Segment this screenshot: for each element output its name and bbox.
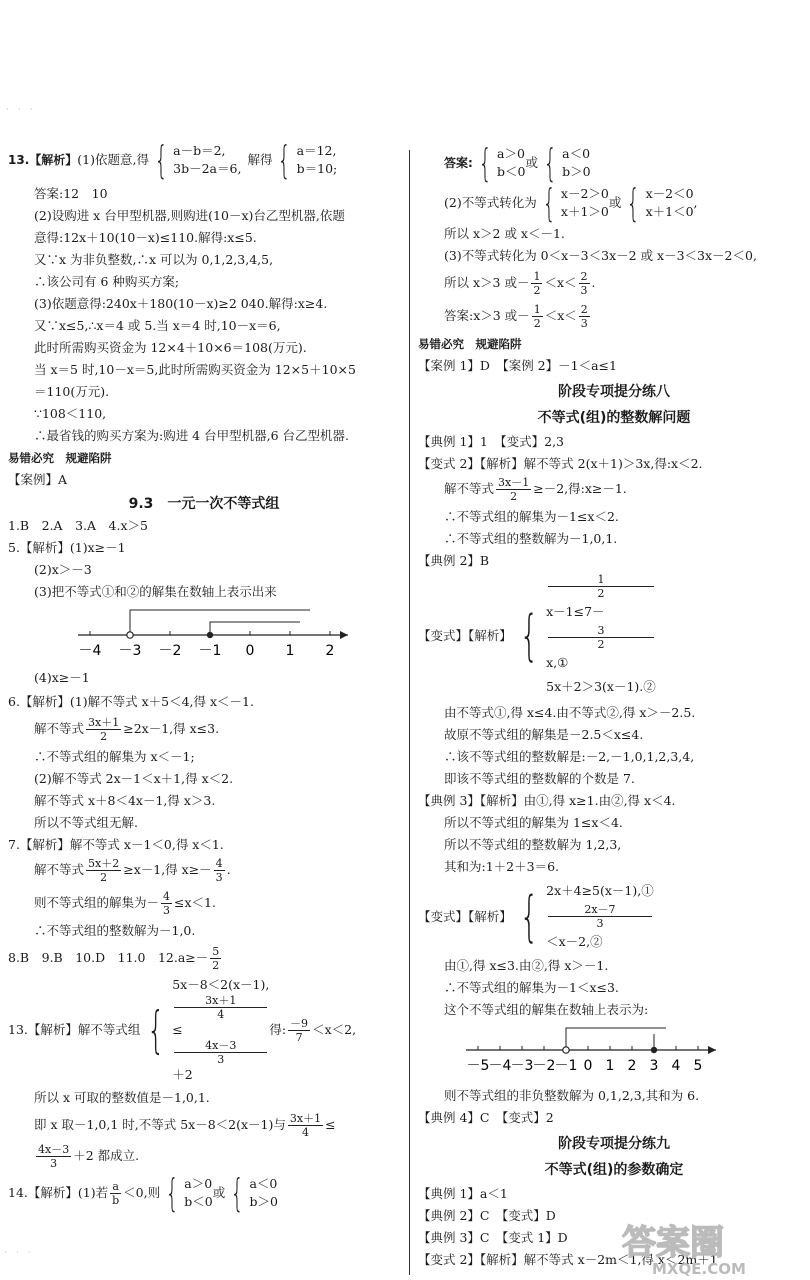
tick-label: －3 bbox=[118, 643, 142, 659]
section-title-9: 阶段专项提分练九 bbox=[558, 1136, 670, 1152]
pitfall-heading: 易错必究 规避陷阱 bbox=[418, 337, 522, 351]
section-title-8: 阶段专项提分练八 bbox=[558, 384, 670, 400]
axis-arrow bbox=[340, 631, 348, 639]
closed-point bbox=[207, 632, 213, 638]
tick-label: －3 bbox=[510, 1058, 534, 1074]
tick-label: 0 bbox=[583, 1058, 593, 1074]
number-line-q5 bbox=[70, 602, 370, 664]
tick-label: 2 bbox=[325, 643, 335, 659]
tick-label: 2 bbox=[627, 1058, 637, 1074]
tick-label: 5 bbox=[693, 1058, 703, 1074]
solution-ray-closed bbox=[210, 622, 300, 632]
number-line-variant bbox=[466, 1022, 766, 1078]
tick-label: －5 bbox=[466, 1058, 490, 1074]
section-title-9-3: 9.3 一元一次不等式组 bbox=[128, 496, 280, 512]
tick-label: 0 bbox=[245, 643, 255, 659]
tick-label: 1 bbox=[285, 643, 295, 659]
section-subtitle-8: 不等式(组)的整数解问题 bbox=[537, 410, 691, 426]
right-column: 答案: { a＞0 b＜0 或 { a＜0 b＞0 (2)不等式转化为 { x－2＞0 x＋1＞0 或 { x－2＜0 x＋1＜0 , 所以 x＞2 或 x＜－1. (3)不等式转化为 0＜x－3＜3x－2 或 x－3＜3x－2＜0, 所以 x＞3 或－ $\frac{1}{2}$ ＜x＜ $\frac{2}{3}$ . 答案:x＞3 或－ $\frac{1}{2}$ ＜x＜ $\frac{2}{3}$ 易错必究 规避陷阱 【案例 1】D 【案例 2】－1＜a≤1 阶段专项提分练八 不等式(组)的整数解问题 【典例 1】1 【变式】2,3 【变式 2】【解析】解不等式 2(x＋1)＞3x,得:x＜2. 解不等式 $\frac{3x-1}{2}$ ≥－2,得:x≥－1. ∴不等式组的解集为－1≤x＜2. ∴不等式组的整数解为－1,0,1. 【典例 2】B 【变式】【解析】 { 1 2 x－1≤7－ 3 2 x,① 5x＋2＞3(x－1).② 由不等式①,得 x≤4.由不等式②,得 x＞－2.5. 故原不等式组的解集是－2.5＜x≤4. ∴该不等式组的整数解是:－2,－1,0,1,2,3,4, 即该不等式组的整数解的个数是 7. 【典例 3】【解析】由①,得 x≥1.由②,得 x＜4. 所以不等式组的解集为 1≤x＜4. 所以不等式组的整数解为 1,2,3, 其和为:1＋2＋3＝6. 【变式】【解析】 { 2x＋4≥5(x－1),① 2x－7 3 ＜x－2,② 由①,得 x≤3.由②,得 x＞－1. ∴不等式组的解集为－1＜x≤3. 这个不等式组的解集在数轴上表示为: －5 －4 －3 －2 －1 0 1 2 3 4 5 则不等式组的非负整数解为 0,1,2,3,其和为 6. 【典例 4】C 【变式】2 阶段专项提分练九 不等式(组)的参数确定 【典例 1】a＜1 【典例 2】C 【变式】D 【典例 3】C 【变式 1】D 【变式 2】【解析】解不等式 x－2m＜1,得 x＜2m＋1 bbox=[418, 144, 810, 1268]
q13-line1: 13.【解析】 (1)依题意,得 { a－b＝2, 3b－2a＝6, 解得 { a＝12, b＝10; bbox=[8, 138, 338, 182]
solution-ray-open bbox=[130, 610, 310, 632]
watermark-logo bbox=[618, 1216, 788, 1278]
tick-label: 4 bbox=[671, 1058, 681, 1074]
solution-ray-open bbox=[566, 1028, 666, 1047]
tick-label: －4 bbox=[488, 1058, 512, 1074]
tick-label: －2 bbox=[158, 643, 182, 659]
tick-label: －4 bbox=[78, 643, 102, 659]
open-point bbox=[127, 632, 133, 638]
tick-label: －2 bbox=[532, 1058, 556, 1074]
section-subtitle-9: 不等式(组)的参数确定 bbox=[544, 1162, 684, 1178]
equation-system: { a－b＝2, 3b－2a＝6, bbox=[154, 138, 242, 182]
tick-label: －1 bbox=[198, 643, 222, 659]
solution-system: { a＝12, b＝10; bbox=[277, 138, 338, 182]
closed-point bbox=[651, 1047, 657, 1053]
column-divider bbox=[409, 150, 410, 1275]
corner-mark-bottom: · · · bbox=[4, 1248, 31, 1258]
axis-arrow bbox=[708, 1046, 716, 1054]
tick-label: 1 bbox=[605, 1058, 615, 1074]
corner-mark-top: · · · bbox=[6, 105, 33, 115]
left-column: 13.【解析】 (1)依题意,得 { a－b＝2, 3b－2a＝6, 解得 { a＝12, b＝10; 答案:12 10 (2)设购进 x 台甲型机器,则购进(10－x)台乙型机器,依题 意得:12x＋10(10－x)≤110.解得:x≤5. 又∵x 为非负整数,∴x 可以为 0,1,2,3,4,5, ∴该公司有 6 种购买方案; (3)依题意得:240x＋180(10－x)≥2 040.解得:x≥4. 又∵x≤5,∴x＝4 或 5.当 x＝4 时,10－x＝6, 此时所需购买资金为 12×4＋10×6＝108(万元). 当 x＝5 时,10－x＝5,此时所需购买资金为 12×5＋10×5 ＝110(万元). ∵108＜110, ∴最省钱的购买方案为:购进 4 台甲型机器,6 台乙型机器. 易错必究 规避陷阱 【案例】A 9.3 一元一次不等式组 1.B 2.A 3.A 4.x＞5 5.【解析】(1)x≥－1 (2)x＞－3 (3)把不等式①和②的解集在数轴上表示出来 －4 －3 －2 －1 0 1 2 (4)x≥－1 6.【解析】(1)解不等式 x＋5＜4,得 x＜－1. 解不等式 $\frac{3x+1}{2}$ ≥2x－1,得 x≤3. ∴不等式组的解集为 x＜－1; (2)解不等式 2x－1＜x＋1,得 x＜2. 解不等式 x＋8＜4x－1,得 x＞3. 所以不等式组无解. 7.【解析】解不等式 x－1＜0,得 x＜1. 解不等式 $\frac{5x+2}{2}$ ≥x－1,得 x≥－ $\frac{4}{3}$ . 则不等式组的解集为－ $\frac{4}{3}$ ≤x＜1. ∴不等式组的整数解为－1,0. 8.B 9.B 10.D 11.0 12.a≥－ $\frac{5}{2}$ 13.【解析】解不等式组 { 5x－8＜2(x－1), 3x＋1 4 ≤ 4x－3 3 ＋2 得: $\frac{-9}{7}$ ＜x＜2, 所以 x 可取的整数值是－1,0,1. 即 x 取－1,0,1 时,不等式 5x－8＜2(x－1)与 $\frac{3x+1}{4}$ ≤ $\frac{4x-3}{3}$ ＋2 都成立. 14.【解析】(1)若 $\frac{a}{b}$ ＜0,则 { a＞0 b＜0 或 { a＜0 b＞0 bbox=[8, 140, 400, 1212]
answer-line: 答案:12 10 bbox=[34, 186, 108, 201]
watermark-url: MXQE.COM bbox=[652, 1260, 746, 1278]
tick-label: －1 bbox=[554, 1058, 578, 1074]
watermark-text: 答案圈 bbox=[622, 1223, 724, 1263]
open-point bbox=[563, 1047, 569, 1053]
tick-label: 3 bbox=[649, 1058, 659, 1074]
pitfall-heading: 易错必究 规避陷阱 bbox=[8, 451, 112, 465]
